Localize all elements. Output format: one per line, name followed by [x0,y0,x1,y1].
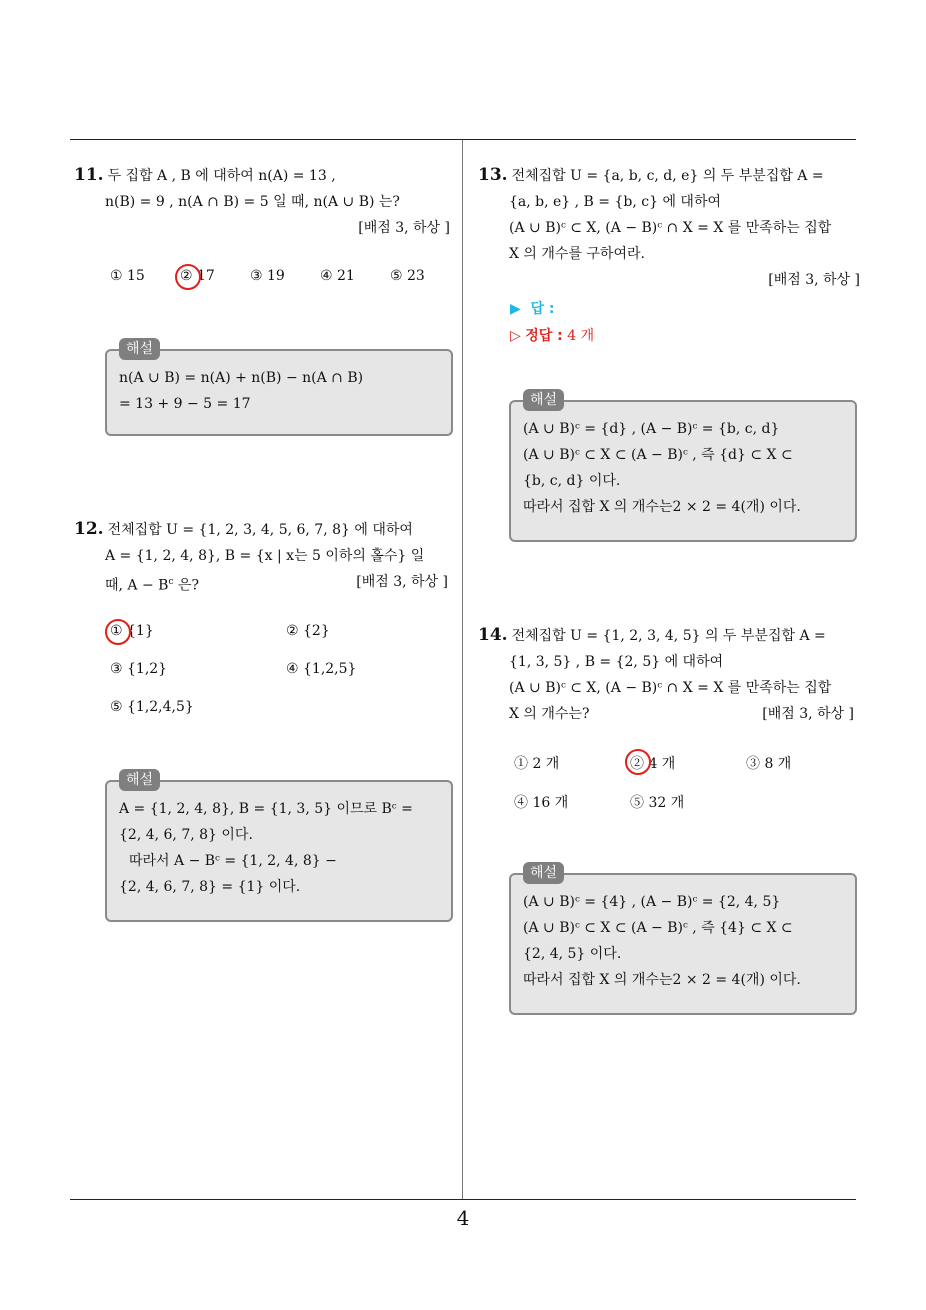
solution-line: (A ∪ B)ᶜ = {d} , (A − B)ᶜ = {b, c, d} [523,421,780,437]
solution-line: 따라서 A − Bᶜ = {1, 2, 4, 8} − [129,853,337,869]
choice[interactable]: ⑤ 23 [390,268,425,284]
page-number: 4 [456,1206,470,1230]
question-13 [478,162,860,293]
solution-box-13 [509,392,857,542]
solution-box-14 [509,865,857,1015]
bottom-rule [70,1199,856,1200]
choice[interactable]: ⑤ 32 개 [630,795,685,811]
solution-line: {2, 4, 5} 이다. [523,946,622,962]
question-text: 때, $A - B^c$ 은? [105,577,199,594]
answer-mark-circle [105,619,131,645]
question-number: 11. [74,165,104,185]
choice-selected[interactable]: ① {1} [110,623,154,639]
solution-line: = 13 + 9 − 5 = 17 [119,396,251,412]
solution-line: (A ∪ B)ᶜ ⊂ X ⊂ (A − B)ᶜ , 즉 {d} ⊂ X ⊂ [523,447,793,463]
question-11 [74,162,450,241]
question-text: X 의 개수를 구하여라. [509,246,645,262]
question-text: (A ∪ B)ᶜ ⊂ X, (A − B)ᶜ ∩ X = X 를 만족하는 집합 [509,220,832,236]
question-14 [478,622,860,727]
question-text: 전체집합 U = {a, b, c, d, e} 의 두 부분집합 A = [511,168,824,184]
solution-line: 따라서 집합 X 의 개수는2 × 2 = 4(개) 이다. [523,972,801,988]
score-meta: [배점 3, 하상 ] [768,272,860,288]
question-number: 13. [478,165,508,185]
play-arrow-icon: ▶ [510,301,521,317]
choice-selected[interactable]: ② 4 개 [630,756,676,772]
answer-mark-circle [625,749,651,775]
question-text: 전체집합 U = {1, 2, 3, 4, 5} 의 두 부분집합 A = [511,628,826,644]
choice[interactable]: ④ 21 [320,268,355,284]
question-text: 전체집합 U = {1, 2, 3, 4, 5, 6, 7, 8} 에 대하여 [107,522,413,538]
choice[interactable]: ③ 19 [250,268,285,284]
score-meta: [배점 3, 하상 ] [356,574,448,590]
solution-line: 따라서 집합 X 의 개수는2 × 2 = 4(개) 이다. [523,499,801,515]
solution-line: n(A ∪ B) = n(A) + n(B) − n(A ∩ B) [119,370,364,386]
correct-answer-line [510,325,594,345]
choice[interactable]: ③ {1,2} [110,661,168,677]
choice[interactable]: ④ {1,2,5} [286,661,357,677]
question-12 [74,516,454,599]
top-rule [70,139,856,140]
question-number: 12. [74,519,104,539]
solution-line: {2, 4, 6, 7, 8} = {1} 이다. [119,879,301,895]
question-text: X 의 개수는? [509,706,590,722]
question-text: {a, b, e} , B = {b, c} 에 대하여 [509,194,721,210]
column-divider [462,140,463,1200]
question-text: A = {1, 2, 4, 8}, B = {x | x는 5 이하의 홀수} 일 [105,548,425,564]
choice[interactable]: ① 2 개 [514,756,560,772]
choice[interactable]: ⑤ {1,2,4,5} [110,699,194,715]
solution-tag: 해설 [523,389,564,411]
solution-tag: 해설 [523,862,564,884]
score-meta: [배점 3, 하상 ] [358,220,450,236]
correct-value: 4 개 [567,328,595,344]
question-number: 14. [478,625,508,645]
choice[interactable]: ① 15 [110,268,145,284]
answer-label: 답 : [530,301,555,317]
question-text: (A ∪ B)ᶜ ⊂ X, (A − B)ᶜ ∩ X = X 를 만족하는 집합 [509,680,832,696]
solution-line: (A ∪ B)ᶜ = {4} , (A − B)ᶜ = {2, 4, 5} [523,894,781,910]
solution-line: {2, 4, 6, 7, 8} 이다. [119,827,253,843]
solution-line: {b, c, d} 이다. [523,473,621,489]
solution-box-12 [105,772,453,922]
solution-box-11 [105,341,453,436]
solution-line: (A ∪ B)ᶜ ⊂ X ⊂ (A − B)ᶜ , 즉 {4} ⊂ X ⊂ [523,920,793,936]
choice[interactable]: ④ 16 개 [514,795,569,811]
choice-selected[interactable]: ② 17 [180,268,215,284]
answer-mark-circle [175,264,201,290]
outline-arrow-icon: ▷ [510,328,521,344]
choice[interactable]: ② {2} [286,623,330,639]
answer-line [510,298,555,318]
choice[interactable]: ③ 8 개 [746,756,792,772]
solution-line: A = {1, 2, 4, 8}, B = {1, 3, 5} 이므로 Bᶜ = [119,801,413,817]
question-text: 두 집합 A , B 에 대하여 n(A) = 13 , [107,168,336,184]
solution-tag: 해설 [119,338,160,360]
question-text: n(B) = 9 , n(A ∩ B) = 5 일 때, n(A ∪ B) 는? [105,194,400,210]
solution-tag: 해설 [119,769,160,791]
correct-label: 정답 : [525,328,563,344]
question-text: {1, 3, 5} , B = {2, 5} 에 대하여 [509,654,724,670]
score-meta: [배점 3, 하상 ] [762,706,854,722]
